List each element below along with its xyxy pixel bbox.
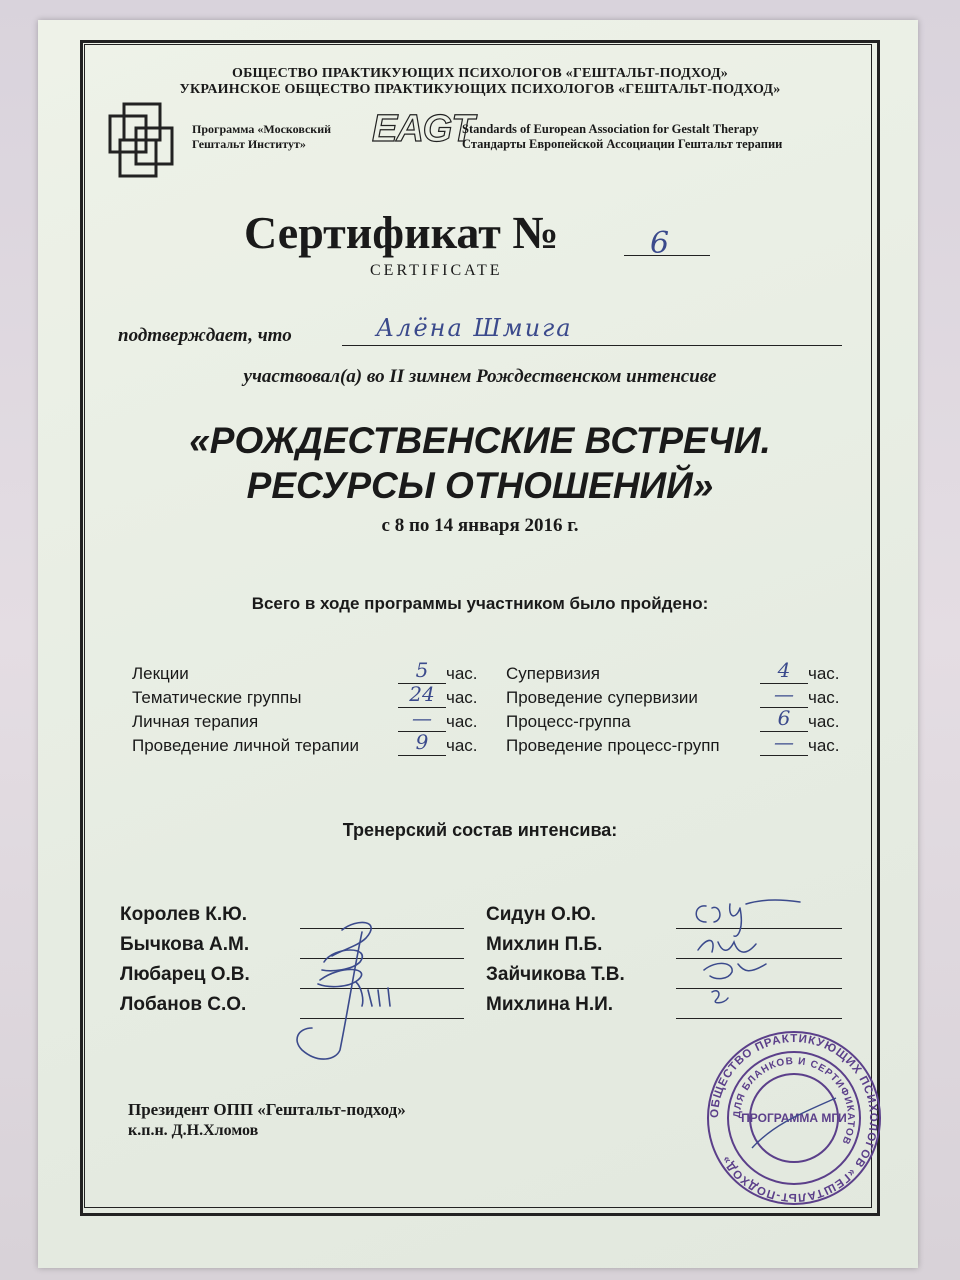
trainer-name: Бычкова А.М. xyxy=(120,934,250,955)
trainer-name: Зайчикова Т.В. xyxy=(486,964,625,985)
hours-unit: час. xyxy=(446,688,478,707)
hours-value: — xyxy=(774,682,794,706)
hours-label: Супервизия xyxy=(506,664,600,683)
hours-label: Проведение личной терапии xyxy=(132,736,359,755)
hours-label: Процесс-группа xyxy=(506,712,631,731)
hours-value: — xyxy=(412,706,432,730)
org-header-2: УКРАИНСКОЕ ОБЩЕСТВО ПРАКТИКУЮЩИХ ПСИХОЛОГОВ «ГЕШТАЛЬТ-ПОДХОД» xyxy=(179,82,781,97)
trainers-heading: Тренерский состав интенсива: xyxy=(342,820,618,840)
program-logo-icon xyxy=(108,102,188,180)
program-line-2: Гештальт Институт» xyxy=(192,137,306,151)
hours-label: Тематические группы xyxy=(132,688,302,707)
hours-unit: час. xyxy=(446,712,478,731)
recipient-name: Алёна Шмига xyxy=(376,314,573,342)
hours-label: Лекции xyxy=(132,664,189,683)
president-title: Президент ОПП «Гештальт-подход» xyxy=(128,1100,406,1119)
org-header-1: ОБЩЕСТВО ПРАКТИКУЮЩИХ ПСИХОЛОГОВ «ГЕШТАЛЬТ-ПОДХОД» xyxy=(232,66,728,81)
hours-unit: час. xyxy=(808,664,840,683)
hours-label: Личная терапия xyxy=(132,712,259,731)
name-line xyxy=(342,345,842,346)
hours-unit: час. xyxy=(808,688,840,707)
signature-line xyxy=(676,1018,842,1019)
confirms-label: подтверждает, что xyxy=(118,325,292,346)
hours-blank xyxy=(760,755,808,756)
certificate-subtitle: CERTIFICATE xyxy=(370,262,503,279)
official-stamp-image xyxy=(704,1028,884,1208)
event-title-1: «РОЖДЕСТВЕНСКИЕ ВСТРЕЧИ. xyxy=(189,420,771,461)
trainer-name: Сидун О.Ю. xyxy=(486,904,596,925)
participation-text: участвовал(а) во II зимнем Рождественском интенсиве xyxy=(243,366,717,387)
eagt-logo: EAGT xyxy=(372,108,474,150)
standards-text xyxy=(462,122,782,152)
program-name xyxy=(192,122,331,152)
event-dates: с 8 по 14 января 2016 г. xyxy=(381,515,579,536)
hours-value: 24 xyxy=(409,682,435,706)
hours-unit: час. xyxy=(808,712,840,731)
certificate-number: 6 xyxy=(650,226,670,261)
hours-value: 6 xyxy=(777,706,791,730)
stamp-inner-text: ДЛЯ БЛАНКОВ И СЕРТИФИКАТОВ xyxy=(731,1055,857,1147)
president-name: к.п.н. Д.Н.Хломов xyxy=(128,1122,259,1139)
hours-row xyxy=(506,730,846,758)
hours-value: 4 xyxy=(777,658,791,682)
event-title-2: РЕСУРСЫ ОТНОШЕНИЙ» xyxy=(246,465,714,506)
total-heading: Всего в ходе программы участником было пройдено: xyxy=(251,594,709,613)
hours-unit: час. xyxy=(446,736,478,755)
signatures-right-image xyxy=(676,888,806,1018)
program-line-1: Программа «Московский xyxy=(192,122,332,136)
standards-ru: Стандарты Европейской Ассоциации Гештальт терапии xyxy=(462,137,783,151)
hours-unit: час. xyxy=(446,664,478,683)
hours-label: Проведение процесс-групп xyxy=(506,736,720,755)
trainer-name: Любарец О.В. xyxy=(120,964,250,985)
standards-en: Standards of European Association for Gestalt Therapy xyxy=(462,122,759,136)
trainer-name: Михлина Н.И. xyxy=(486,994,614,1015)
trainer-name: Лобанов С.О. xyxy=(120,994,247,1015)
hours-label: Проведение супервизии xyxy=(506,688,698,707)
hours-row xyxy=(132,730,482,758)
hours-blank xyxy=(398,755,446,756)
hours-value: 9 xyxy=(415,730,429,754)
hours-value: — xyxy=(774,730,794,754)
stamp-outer-text: ОБЩЕСТВО ПРАКТИКУЮЩИХ ПСИХОЛОГОВ «ГЕШТАЛЬТ-ПОДХОД» xyxy=(708,1032,880,1204)
signatures-left-image xyxy=(262,910,422,1070)
certificate-title: Сертификат № xyxy=(244,207,559,258)
stamp-center-text: ПРОГРАММА МГИ xyxy=(741,1111,847,1125)
trainer-name: Михлин П.Б. xyxy=(486,934,603,955)
trainer-name: Королев К.Ю. xyxy=(120,904,248,925)
hours-value: 5 xyxy=(415,658,429,682)
hours-unit: час. xyxy=(808,736,840,755)
